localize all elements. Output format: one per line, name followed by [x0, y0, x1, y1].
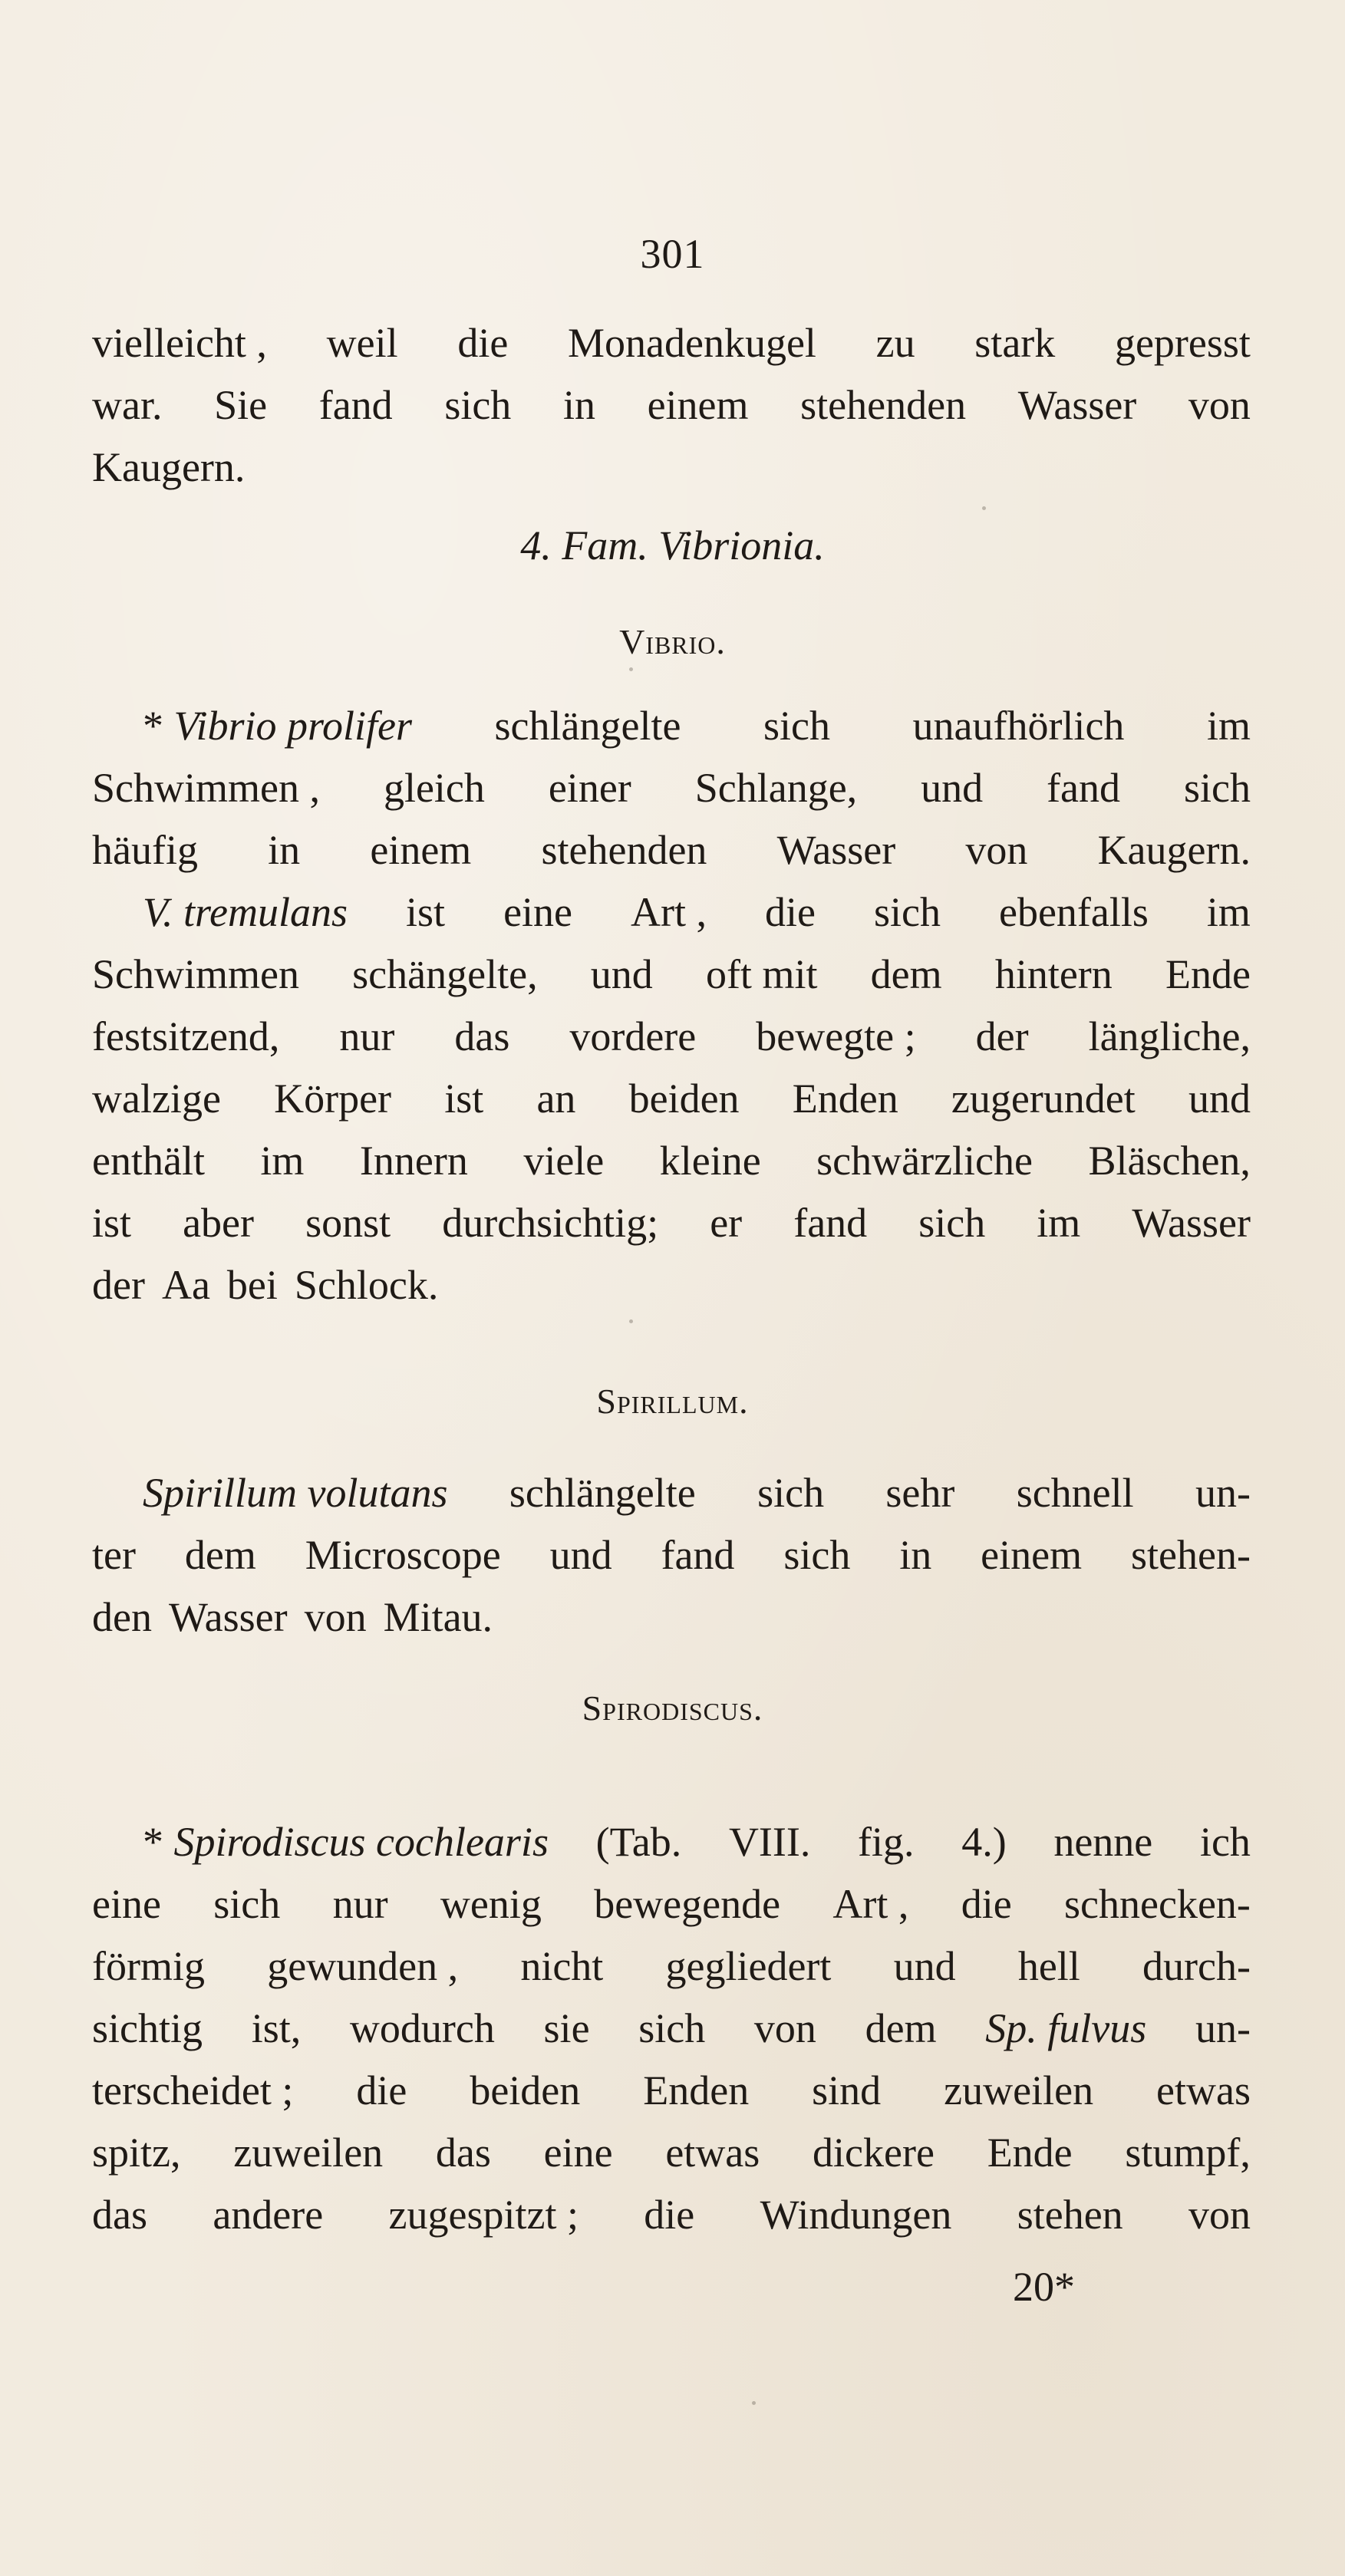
word: nur — [332, 1881, 388, 1927]
text-line — [92, 764, 1251, 826]
word: und — [1188, 1076, 1251, 1122]
word: sind — [812, 2067, 882, 2113]
word: durch- — [1142, 1943, 1251, 1989]
word: spitz, — [92, 2130, 181, 2176]
word: Körper — [274, 1076, 392, 1122]
word: in — [268, 827, 301, 873]
word: zugerundet — [951, 1076, 1136, 1122]
word: ist — [92, 1200, 132, 1246]
text-line — [92, 1880, 1251, 1942]
text-line — [92, 1942, 1251, 2004]
text-line — [92, 319, 1251, 381]
word: * Vibrio prolifer — [143, 703, 412, 749]
word: das — [435, 2130, 491, 2176]
word: eine — [92, 1881, 161, 1927]
text-line — [92, 1469, 1251, 1531]
word: Sie — [214, 382, 268, 428]
word: V. tremulans — [143, 889, 348, 935]
word: Microscope — [305, 1532, 501, 1578]
word: vordere — [569, 1013, 697, 1059]
word: nicht — [520, 1943, 604, 1989]
word: im — [1206, 703, 1251, 749]
paragraph-spirodiscus — [92, 1818, 1251, 2253]
family-heading — [0, 522, 1345, 569]
text-line — [92, 2004, 1251, 2067]
word: terscheidet ; — [92, 2067, 294, 2113]
word: sich — [213, 1881, 281, 1927]
word: unaufhörlich — [912, 703, 1125, 749]
word: andere — [213, 2192, 324, 2238]
paper-speck — [629, 1319, 633, 1323]
word: stehen — [1017, 2192, 1123, 2238]
text-line — [92, 443, 1251, 506]
word: Enden — [643, 2067, 750, 2113]
word: weil — [326, 320, 398, 366]
word: die — [457, 320, 509, 366]
word: sich — [783, 1532, 851, 1578]
word: gegliedert — [665, 1943, 832, 1989]
word: Mitau. — [383, 1594, 493, 1640]
word: und — [549, 1532, 612, 1578]
word: schängelte, — [352, 951, 538, 997]
word: beiden — [470, 2067, 581, 2113]
word: schlängelte — [494, 703, 681, 749]
word: Schlock. — [294, 1262, 439, 1308]
word: aber — [183, 1200, 255, 1246]
word: sich — [757, 1470, 825, 1516]
paragraph-monad-continued — [92, 319, 1251, 506]
paragraph-spirillum — [92, 1469, 1251, 1655]
word: Art , — [631, 889, 707, 935]
word: von — [1188, 2192, 1251, 2238]
word: in — [899, 1532, 932, 1578]
signature-mark: 20* — [1013, 2264, 1075, 2310]
word: dem — [870, 951, 942, 997]
text-line — [92, 826, 1251, 888]
text-line — [92, 1531, 1251, 1593]
word: Wasser — [776, 827, 896, 873]
word: dickere — [813, 2130, 935, 2176]
word: Schwimmen , — [92, 765, 320, 811]
family-heading-text: 4. Fam. Vibrionia. — [520, 522, 825, 568]
word: er — [710, 1200, 743, 1246]
text-line — [92, 1137, 1251, 1199]
text-line — [92, 381, 1251, 443]
word: beiden — [628, 1076, 740, 1122]
word: nenne — [1053, 1819, 1153, 1865]
word: vielleicht , — [92, 320, 267, 366]
word: einem — [647, 382, 749, 428]
word: festsitzend, — [92, 1013, 280, 1059]
word: bewegende — [594, 1881, 781, 1927]
word: Wasser — [168, 1594, 288, 1640]
text-line — [92, 2067, 1251, 2129]
word: Aa — [161, 1262, 210, 1308]
word: hintern — [994, 951, 1113, 997]
word: kleine — [659, 1138, 761, 1184]
word: eine — [543, 2130, 613, 2176]
word: sie — [543, 2005, 590, 2051]
word: zu — [875, 320, 915, 366]
word: VIII. — [728, 1819, 811, 1865]
text-line — [92, 2191, 1251, 2253]
word: die — [356, 2067, 407, 2113]
text-line — [92, 888, 1251, 950]
word: Sp. fulvus — [985, 2005, 1147, 2051]
word: den — [92, 1594, 152, 1640]
word: sich — [638, 2005, 706, 2051]
word: im — [1206, 889, 1251, 935]
word: fand — [1047, 765, 1121, 811]
word: fig. — [858, 1819, 915, 1865]
word: nur — [339, 1013, 395, 1059]
word: von — [753, 2005, 816, 2051]
word: un- — [1195, 1470, 1251, 1516]
word: ter — [92, 1532, 136, 1578]
word: von — [965, 827, 1028, 873]
word: ist, — [251, 2005, 302, 2051]
text-line — [92, 1199, 1251, 1261]
word: das — [454, 1013, 510, 1059]
text-line — [92, 2129, 1251, 2191]
text-line — [92, 1593, 1251, 1655]
text-line — [92, 1013, 1251, 1075]
text-line — [92, 1261, 1251, 1323]
word: und — [893, 1943, 956, 1989]
word: sonst — [305, 1200, 391, 1246]
word: wodurch — [349, 2005, 495, 2051]
paper-speck — [752, 2401, 756, 2405]
word: (Tab. — [595, 1819, 682, 1865]
word: hell — [1017, 1943, 1080, 1989]
word: und — [921, 765, 984, 811]
word: stehen- — [1131, 1532, 1251, 1578]
paper-speck — [629, 667, 633, 671]
word: sich — [763, 703, 830, 749]
word: einem — [370, 827, 472, 873]
word: etwas — [1156, 2067, 1251, 2113]
word: Wasser — [1132, 1200, 1251, 1246]
word: im — [260, 1138, 305, 1184]
word: die — [765, 889, 816, 935]
genus-heading-spirodiscus: Spirodiscus. — [582, 1688, 763, 1728]
word: Windungen — [760, 2192, 952, 2238]
genus-heading-spirillum: Spirillum. — [596, 1382, 749, 1421]
word: stehenden — [541, 827, 707, 873]
text-line — [92, 702, 1251, 764]
word: Wasser — [1017, 382, 1137, 428]
word: 4.) — [961, 1819, 1007, 1865]
page-number: 301 — [640, 231, 705, 277]
word: * Spirodiscus cochlearis — [143, 1819, 549, 1865]
word: gewunden , — [267, 1943, 459, 1989]
word: fand — [793, 1200, 868, 1246]
word: sehr — [885, 1470, 955, 1516]
word: längliche, — [1088, 1013, 1251, 1059]
word: die — [961, 1881, 1012, 1927]
text-line — [92, 1075, 1251, 1137]
word: einer — [548, 765, 631, 811]
word: und — [590, 951, 653, 997]
word: walzige — [92, 1076, 221, 1122]
word: schnell — [1016, 1470, 1134, 1516]
word: wenig — [440, 1881, 542, 1927]
word: Enden — [792, 1076, 898, 1122]
word: Spirillum volutans — [143, 1470, 448, 1516]
word: der — [975, 1013, 1029, 1059]
word: ist — [444, 1076, 484, 1122]
word: Ende — [1165, 951, 1251, 997]
word: der — [92, 1262, 145, 1308]
word: von — [304, 1594, 367, 1640]
word: Art , — [832, 1881, 909, 1927]
word: förmig — [92, 1943, 205, 1989]
word: sich — [918, 1200, 986, 1246]
word: oft mit — [705, 951, 818, 997]
word: im — [1037, 1200, 1081, 1246]
word: eine — [503, 889, 573, 935]
word: stark — [974, 320, 1056, 366]
word: Schlange, — [694, 765, 858, 811]
word: die — [644, 2192, 695, 2238]
word: ich — [1199, 1819, 1251, 1865]
word: war. — [92, 382, 163, 428]
word: in — [562, 382, 595, 428]
word: un- — [1195, 2005, 1251, 2051]
word: viele — [523, 1138, 605, 1184]
word: an — [536, 1076, 576, 1122]
word: enthält — [92, 1138, 205, 1184]
word: sich — [444, 382, 512, 428]
paragraph-vibrio — [92, 702, 1251, 1323]
word: Ende — [987, 2130, 1073, 2176]
word: bei — [226, 1262, 278, 1308]
paper-speck — [982, 506, 986, 510]
word: sich — [873, 889, 941, 935]
word: stehenden — [800, 382, 967, 428]
word: gleich — [383, 765, 485, 811]
word: Monadenkugel — [568, 320, 816, 366]
word: zuweilen — [944, 2067, 1094, 2113]
word: zuweilen — [233, 2130, 384, 2176]
word: Innern — [359, 1138, 468, 1184]
word: ebenfalls — [998, 889, 1149, 935]
word: ist — [406, 889, 446, 935]
word: fand — [318, 382, 393, 428]
word: Bläschen, — [1088, 1138, 1251, 1184]
word: sichtig — [92, 2005, 203, 2051]
word: dem — [865, 2005, 937, 2051]
word: gepresst — [1114, 320, 1251, 366]
word: bewegte ; — [756, 1013, 916, 1059]
word: fand — [661, 1532, 735, 1578]
genus-heading-vibrio: Vibrio. — [619, 622, 726, 661]
word: Kaugern. — [1097, 827, 1251, 873]
word: Kaugern. — [92, 444, 246, 490]
text-line — [92, 950, 1251, 1013]
word: etwas — [665, 2130, 760, 2176]
word: durchsichtig; — [442, 1200, 659, 1246]
word: häufig — [92, 827, 198, 873]
word: einem — [981, 1532, 1083, 1578]
word: schwärzliche — [816, 1138, 1033, 1184]
word: das — [92, 2192, 147, 2238]
word: stumpf, — [1125, 2130, 1251, 2176]
word: zugespitzt ; — [388, 2192, 579, 2238]
word: schnecken- — [1064, 1881, 1251, 1927]
word: von — [1188, 382, 1251, 428]
text-line — [92, 1818, 1251, 1880]
word: dem — [184, 1532, 256, 1578]
word: schlängelte — [509, 1470, 696, 1516]
word: Schwimmen — [92, 951, 299, 997]
word: sich — [1183, 765, 1251, 811]
